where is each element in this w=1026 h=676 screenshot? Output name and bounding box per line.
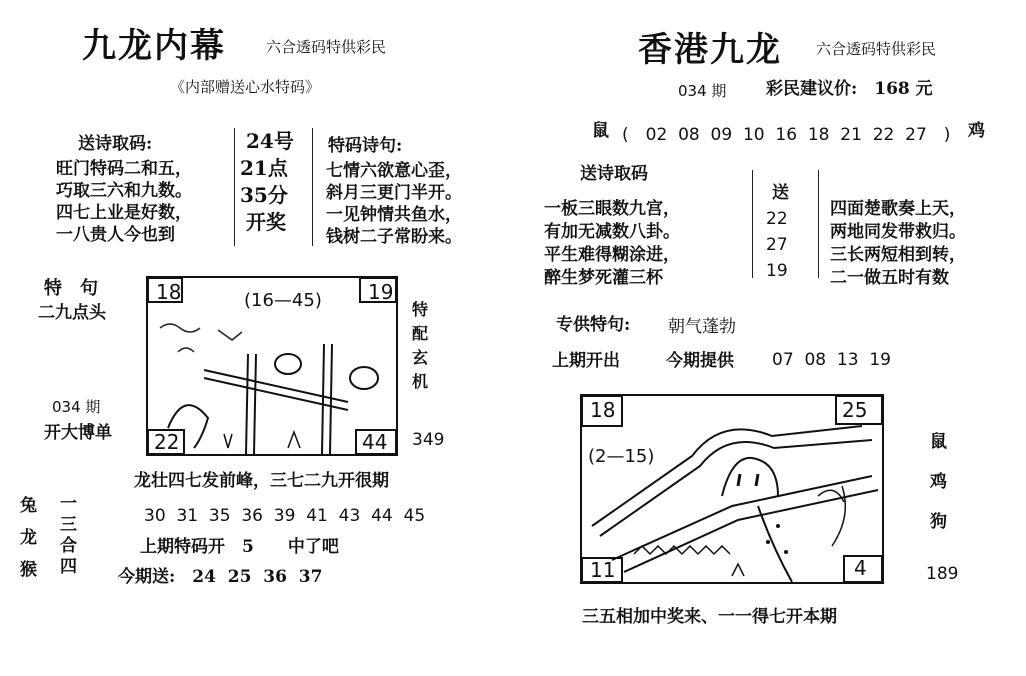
right-title: 香港九龙 <box>638 30 782 70</box>
left-drawing-box <box>146 276 398 456</box>
zodiac-char: 狗 <box>930 512 947 532</box>
left-box-corner-bl: 22 <box>154 430 180 454</box>
right-side-zodiac <box>930 422 947 542</box>
draw-label: 开奖 <box>246 210 286 234</box>
left-divider-2 <box>312 128 313 246</box>
draw-hour: 21点 <box>240 156 288 180</box>
left-box-corner-tr: 19 <box>368 280 394 304</box>
right-box-scribble: (2—15) <box>588 446 655 467</box>
left-verse-header: 特码诗句: <box>328 136 403 156</box>
left-verse-line: 斜月三更门半开。 <box>326 183 462 203</box>
match-char: 玄 <box>412 348 429 367</box>
left-box-corner-tl: 18 <box>156 280 182 304</box>
right-last-label: 上期开出 <box>552 351 620 371</box>
right-verse-line: 四面楚歌奏上天， <box>830 199 966 219</box>
send-label: 送 <box>772 183 789 203</box>
zodiac-char: 鸡 <box>930 472 947 492</box>
left-title: 九龙内幕 <box>82 26 226 66</box>
right-zodiac-end: 鸡 <box>968 121 985 141</box>
left-special-label: 特 句 <box>44 278 98 299</box>
send-number: 19 <box>766 261 788 281</box>
left-issue: 034 期 <box>52 398 101 416</box>
right-box-corner-tr: 25 <box>842 398 868 422</box>
left-poem-line: 巧取三六和九数。 <box>56 181 192 201</box>
left-today-send: 今期送: 24 25 36 37 <box>118 567 323 587</box>
zodiac-char: 龙 <box>20 528 37 548</box>
left-special-text: 二九点头 <box>38 303 106 323</box>
left-verse <box>326 160 462 248</box>
left-box-corner-br: 44 <box>362 430 388 454</box>
right-poem-line: 一板三眼数九宫， <box>544 199 680 219</box>
left-verse-line: 一见钟情共鱼水， <box>326 205 462 225</box>
left-match-label <box>412 298 428 394</box>
right-side-number: 189 <box>926 564 959 584</box>
right-verse <box>830 198 966 290</box>
zodiac-char: 猴 <box>20 560 37 580</box>
right-box-corner-bl: 11 <box>590 558 616 582</box>
right-poem <box>544 198 680 290</box>
zodiac-char: 三 <box>60 515 77 535</box>
match-char: 机 <box>412 372 429 391</box>
right-poem-line: 醉生梦死灌三杯 <box>544 268 663 288</box>
left-poem <box>56 158 192 246</box>
left-last-result: 上期特码开 5 中了吧 <box>140 537 339 557</box>
right-issue: 034 期 <box>678 82 727 100</box>
right-verse-line: 三长两短相到转， <box>830 245 966 265</box>
right-price: 彩民建议价: 168 元 <box>766 79 933 99</box>
right-divider-1 <box>752 170 753 278</box>
left-zodiac-col2 <box>60 494 77 578</box>
right-provide-label: 今期提供 <box>666 351 734 371</box>
zodiac-char: 合 <box>60 536 77 556</box>
send-number: 27 <box>766 235 788 255</box>
left-slogan: 六合透码特供彩民 <box>266 38 387 56</box>
left-verse-line: 钱树二子常盼来。 <box>326 227 462 247</box>
draw-minute: 35分 <box>240 183 288 207</box>
right-zodiac-start: 鼠 <box>592 121 609 141</box>
right-drawing <box>582 396 882 582</box>
right-poem-header: 送诗取码 <box>580 164 648 184</box>
right-poem-line: 平生难得糊涂进， <box>544 245 680 265</box>
right-special-text: 朝气蓬勃 <box>668 317 736 337</box>
left-poem-line: 旺门特码二和五， <box>56 159 192 179</box>
zodiac-char: 一 <box>60 494 77 514</box>
match-char: 配 <box>412 324 429 343</box>
match-char: 特 <box>412 300 429 319</box>
left-match-number: 349 <box>412 430 445 450</box>
right-verse-line: 两地同发带救归。 <box>830 222 966 242</box>
draw-date: 24号 <box>246 129 294 153</box>
zodiac-char: 四 <box>60 557 77 577</box>
left-zodiac-col1 <box>20 490 37 586</box>
left-subtitle: 《内部赠送心水特码》 <box>170 78 321 96</box>
right-provide-numbers: 07 08 13 19 <box>772 350 891 370</box>
zodiac-char: 兔 <box>20 496 37 516</box>
right-zodiac-numbers: ( 02 08 09 10 16 18 21 22 27 ) <box>622 125 951 145</box>
right-poem-line: 有加无减数八卦。 <box>544 222 680 242</box>
left-dragon-line: 龙壮四七发前峰，三七二九开很期 <box>134 471 389 491</box>
right-special-label: 专供特句: <box>556 315 631 335</box>
right-box-corner-br: 4 <box>854 556 867 580</box>
right-box-corner-tl: 18 <box>590 398 616 422</box>
left-poem-line: 四七上业是好数， <box>56 203 192 223</box>
left-verse-line: 七情六欲意心歪， <box>326 161 462 181</box>
right-send-numbers <box>766 180 789 284</box>
left-issue-text: 开大博单 <box>44 423 112 443</box>
left-draw-time <box>240 128 294 236</box>
right-bottom-line: 三五相加中奖来、一一得七开本期 <box>582 607 837 627</box>
right-slogan: 六合透码特供彩民 <box>816 40 937 58</box>
left-box-scribble: (16—45) <box>244 290 322 311</box>
left-numbers: 30 31 35 36 39 41 43 44 45 <box>144 506 426 526</box>
left-poem-header: 送诗取码: <box>78 134 153 154</box>
send-number: 22 <box>766 209 788 229</box>
zodiac-char: 鼠 <box>930 432 947 452</box>
right-verse-line: 二一做五时有数 <box>830 268 949 288</box>
left-poem-line: 一八贵人今也到 <box>56 225 175 245</box>
left-divider-1 <box>234 128 235 246</box>
right-divider-2 <box>818 170 819 278</box>
right-drawing-box <box>580 394 884 584</box>
